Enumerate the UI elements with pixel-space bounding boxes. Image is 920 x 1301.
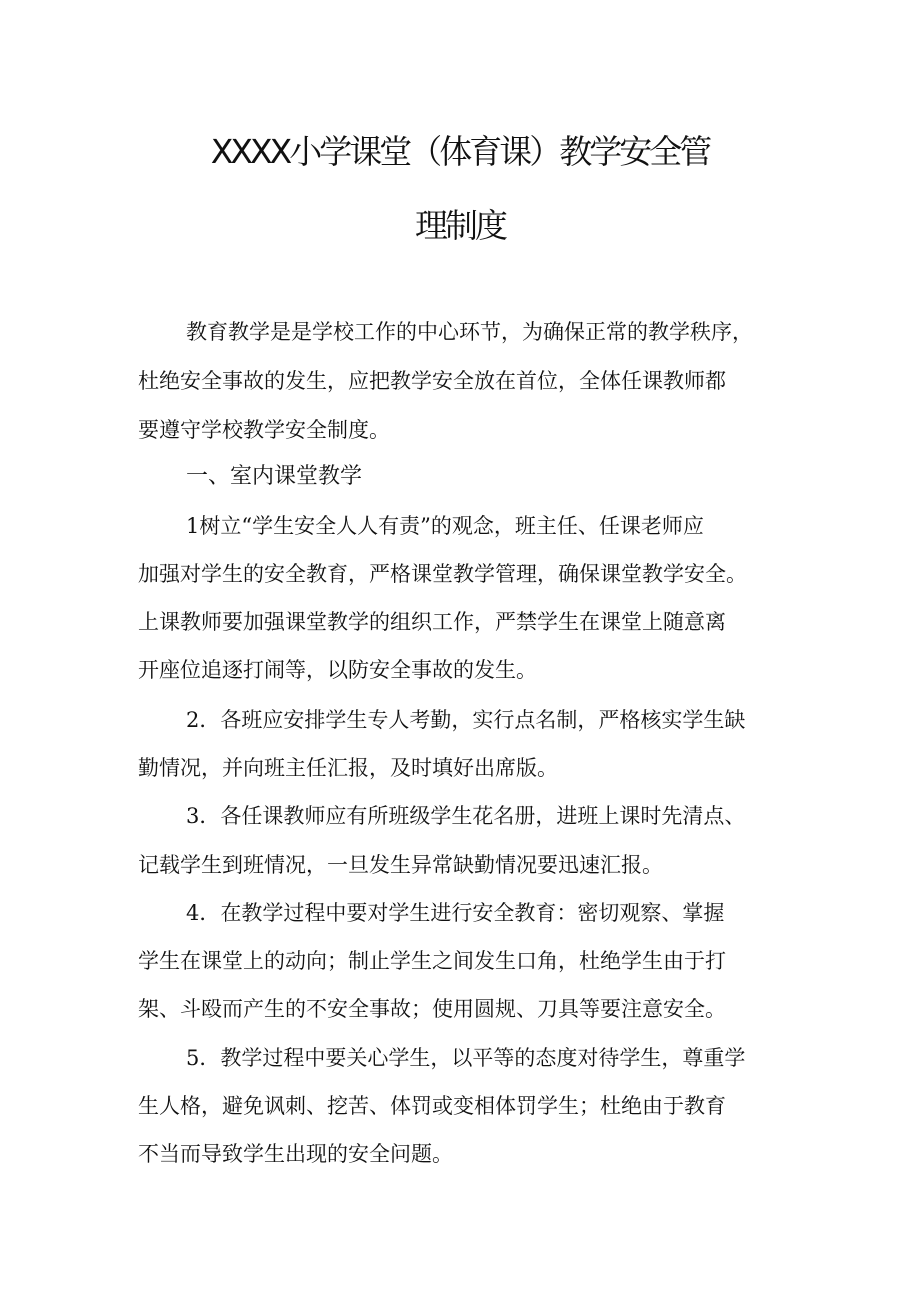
item4-line-3: 架、斗殴而产生的不安全事故；使用圆规、刀具等要注意安全。 (138, 997, 726, 1021)
item5-line-3: 不当而导致学生出现的安全问题。 (138, 1142, 453, 1166)
intro-line-1: 教育教学是是学校工作的中心环节，为确保正常的教学秩序， (186, 320, 753, 344)
intro-line-3: 要遵守学校教学安全制度。 (138, 418, 390, 442)
item4-line-1: 4．在教学过程中要对学生进行安全教育：密切观察、掌握 (186, 901, 725, 925)
item2-line-2: 勤情况，并向班主任汇报，及时填好出席版。 (138, 756, 558, 780)
document-title-line-1: XXXX小学课堂（体育课）教学安全管 (210, 132, 710, 171)
item1-line-2: 加强对学生的安全教育，严格课堂教学管理，确保课堂教学安全。 (138, 562, 747, 586)
item1-line-4: 开座位追逐打闹等，以防安全事故的发生。 (138, 658, 537, 682)
document-title-line-2: 理制度 (415, 206, 505, 245)
item1-line-1: 1树立“学生安全人人有责”的观念，班主任、任课老师应 (186, 514, 704, 538)
item4-line-2: 学生在课堂上的动向；制止学生之间发生口角，杜绝学生由于打 (138, 949, 726, 973)
item5-line-1: 5．教学过程中要关心学生，以平等的态度对待学生，尊重学 (186, 1046, 746, 1070)
item3-line-1: 3．各任课教师应有所班级学生花名册，进班上课时先清点、 (186, 804, 746, 828)
item2-line-1: 2．各班应安排学生专人考勤，实行点名制，严格核实学生缺 (186, 708, 746, 732)
item5-line-2: 生人格，避免讽刺、挖苦、体罚或变相体罚学生；杜绝由于教育 (138, 1094, 726, 1118)
section-heading-indoor: 一、室内课堂教学 (186, 464, 363, 489)
item3-line-2: 记载学生到班情况，一旦发生异常缺勤情况要迅速汇报。 (138, 853, 663, 877)
intro-line-2: 杜绝安全事故的发生，应把教学安全放在首位，全体任课教师都 (138, 369, 726, 393)
item1-line-3: 上课教师要加强课堂教学的组织工作，严禁学生在课堂上随意离 (138, 610, 726, 634)
